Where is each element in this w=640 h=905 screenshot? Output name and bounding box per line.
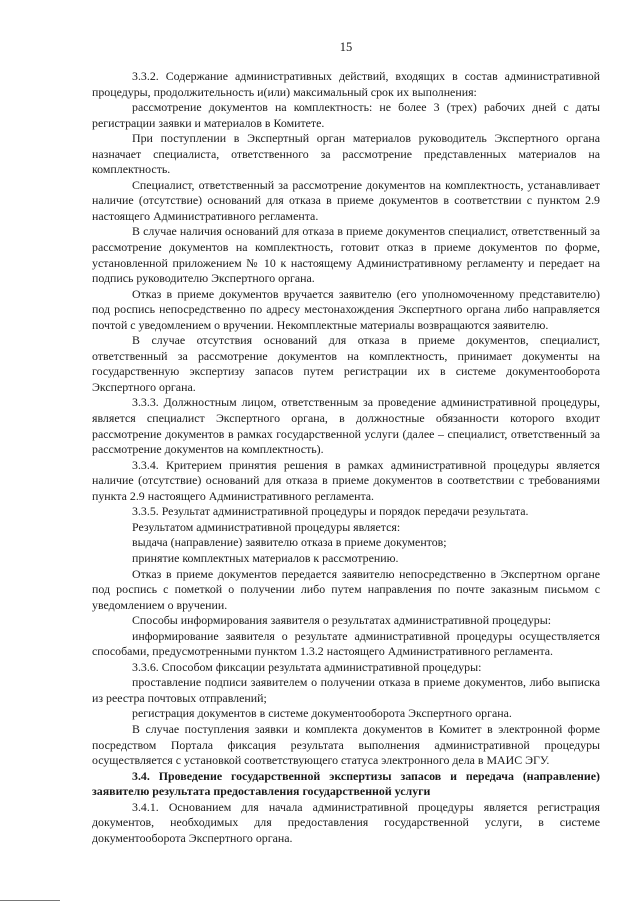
paragraph-refusal-transfer: Отказ в приеме документов передается заявителю непосредственно в Экспертном органе под роспись с пометкой о получении либо путем направления по почте заказным письмом с уведомлением о вручении. <box>92 566 600 612</box>
paragraph-refusal-delivery: Отказ в приеме документов вручается заявителю (его уполномоченному представителю) под роспись непосредственно по адресу местонахождения Экспертного органа либо направляется почтой с уведомлением о вручении. Некомплектные материалы возвращаются заявителю. <box>92 286 600 332</box>
paragraph-appoint-specialist: При поступлении в Экспертный орган материалов руководитель Экспертного органа назначает специалиста, ответственного за рассмотрение представленных материалов на комплектность. <box>92 131 600 177</box>
paragraph-3-3-2: 3.3.2. Содержание административных действий, входящих в состав административной процедуры, продолжительность и(или) максимальный срок их выполнения: <box>92 69 600 99</box>
paragraph-informing-detail: информирование заявителя о результате административной процедуры осуществляется способами, предусмотренными пунктом 1.3.2 настоящего Административного регламента. <box>92 628 600 659</box>
paragraph-informing-methods: Способы информирования заявителя о результатах административной процедуры: <box>132 613 552 628</box>
paragraph-specialist-checks: Специалист, ответственный за рассмотрение документов на комплектность, устанавливает наличие (отсутствие) оснований для отказа в приеме документов в соответствии с пунктом 2.9 настоящего Административного регламента. <box>92 177 600 223</box>
paragraph-review-term: рассмотрение документов на комплектность: не более 3 (трех) рабочих дней с даты регистрации заявки и материалов в Комитете. <box>92 100 600 130</box>
paragraph-fixation-registration: регистрация документов в системе документооборота Экспертного органа. <box>132 706 512 721</box>
paragraph-3-3-6: 3.3.6. Способом фиксации результата административной процедуры: <box>132 659 482 674</box>
page-number: 15 <box>339 40 353 54</box>
paragraph-3-3-5: 3.3.5. Результат административной процедуры и порядок передачи результата. <box>132 504 529 519</box>
document-body <box>92 69 600 846</box>
paragraph-result-is: Результатом административной процедуры является: <box>132 519 401 534</box>
paragraph-result-acceptance: принятие комплектных материалов к рассмотрению. <box>132 550 399 565</box>
paragraph-refusal-prepared: В случае наличия оснований для отказа в приеме документов специалист, ответственный за рассмотрение документов на комплектность, готовит отказ в приеме документов по форме, установленной приложением № 10 к настоящему Административному регламенту и передает на подпись руководителю Экспертного органа. <box>92 224 600 286</box>
paragraph-result-refusal: выдача (направление) заявителю отказа в приеме документов; <box>132 535 447 550</box>
paragraph-documents-accepted: В случае отсутствия оснований для отказа в приеме документов, специалист, ответственный за рассмотрение документов на комплектность, принимает документы на государственную экспертизу запасов путем регистрации их в системе документооборота Экспертного органа. <box>92 333 600 394</box>
paragraph-3-3-3: 3.3.3. Должностным лицом, ответственным за проведение административной процедуры, является специалист Экспертного органа, в должностные обязанности которого входит рассмотрение документов в рамках государственной услуги (далее – специалист, ответственный за рассмотрение документов на комплектность). <box>92 395 600 457</box>
section-heading-3-4: 3.4. Проведение государственной экспертизы запасов и передача (направление) заявителю результата предоставления государственной услуги <box>92 768 600 799</box>
paragraph-3-4-1: 3.4.1. Основанием для начала административной процедуры является регистрация документов, необходимых для предоставления государственной услуги, в системе документооборота Экспертного органа. <box>92 799 600 845</box>
paragraph-3-3-4: 3.3.4. Критерием принятия решения в рамках административной процедуры является наличие (отсутствие) оснований для отказа в приеме документов в соответствии с требованиями пункта 2.9 настоящего Административного регламента. <box>92 457 600 503</box>
paragraph-fixation-signature: проставление подписи заявителем о получении отказа в приеме документов, либо выписка из реестра почтовых отправлений; <box>92 675 600 705</box>
paragraph-electronic-portal: В случае поступления заявки и комплекта документов в Комитет в электронной форме посредством Портала фиксация результата выполнения административной процедуры осуществляется с установкой соответствующего статуса электронного дела в МАИС ЭГУ. <box>92 721 600 768</box>
footer-divider <box>0 900 60 901</box>
